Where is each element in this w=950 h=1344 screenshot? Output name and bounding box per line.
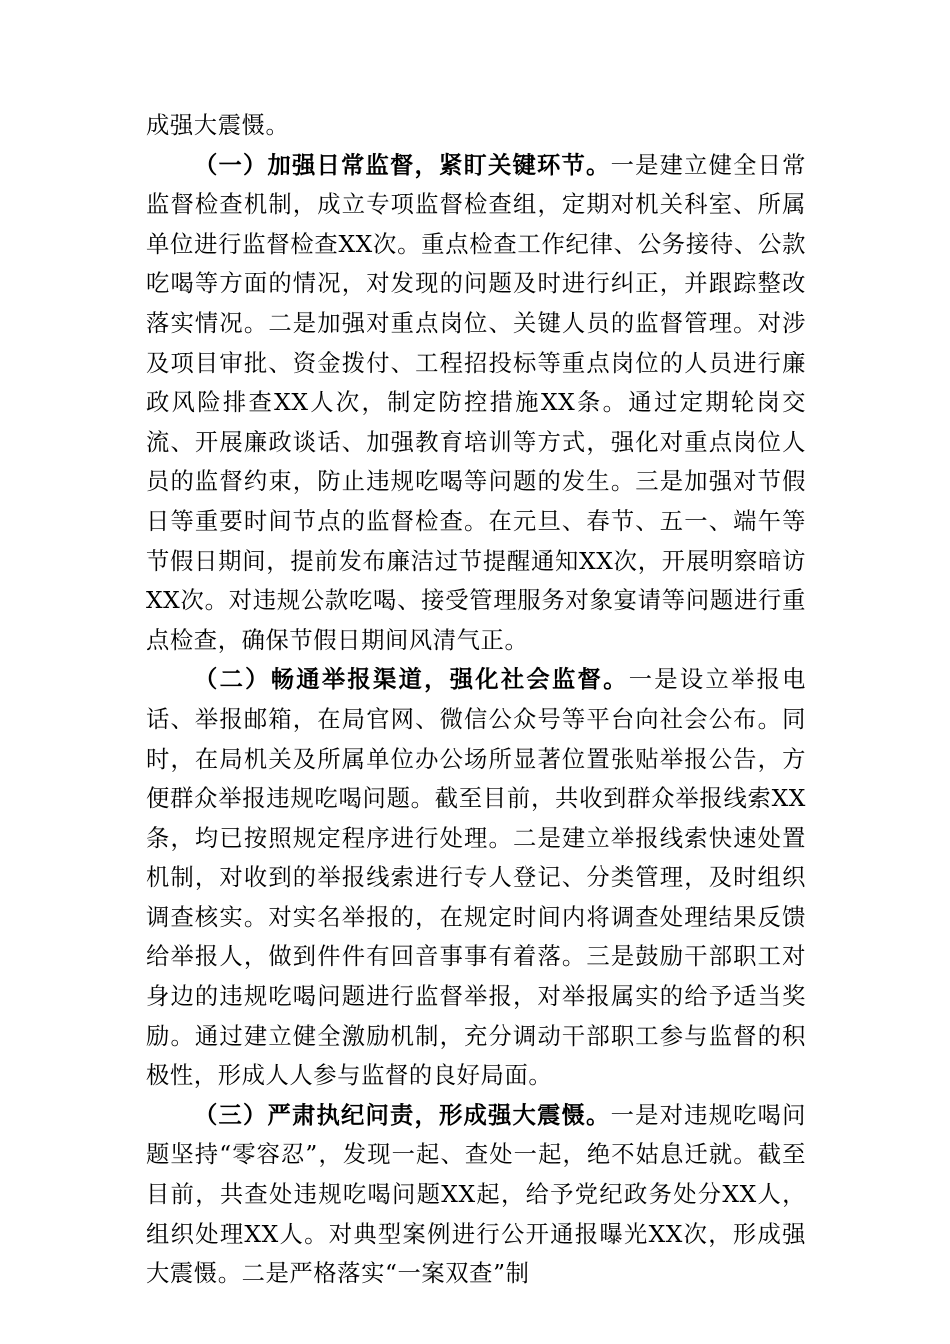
paragraph-body: 一是设立举报电话、举报邮箱，在局官网、微信公众号等平台向社会公布。同时，在局机关及所属单位办公场所显著位置张贴举报公告，方便群众举报违规吃喝问题。截至目前，共收到群众举报线索XX条，均已按照规定程序进行处理。二是建立举报线索快速处置机制，对收到的举报线索进行专人登记、分类管理，及时组织调查核实。对实名举报的，在规定时间内将调查处理结果反馈给举报人，做到件件有回音事事有着落。三是鼓励干部职工对身边的违规吃喝问题进行监督举报，对举报属实的给予适当奖励。通过建立健全激励机制，充分调动干部职工参与监督的积极性，形成人人参与监督的良好局面。 <box>146 666 807 1090</box>
document-page <box>146 106 806 1294</box>
section-heading: （二）畅通举报渠道，强化社会监督。 <box>194 666 629 694</box>
paragraph-section-2 <box>146 660 806 1096</box>
section-heading: （一）加强日常监督，紧盯关键环节。 <box>194 151 611 179</box>
paragraph-body: 成强大震慑。 <box>146 112 290 139</box>
section-heading: （三）严肃执纪问责，形成强大震慑。 <box>194 1101 611 1129</box>
paragraph-body: 一是建立健全日常监督检查机制，成立专项监督检查组，定期对机关科室、所属单位进行监督检查XX次。重点检查工作纪律、公务接待、公款吃喝等方面的情况，对发现的问题及时进行纠正，并跟踪整改落实情况。二是加强对重点岗位、关键人员的监督管理。对涉及项目审批、资金拨付、工程招投标等重点岗位的人员进行廉政风险排查XX人次，制定防控措施XX条。通过定期轮岗交流、开展廉政谈话、加强教育培训等方式，强化对重点岗位人员的监督约束，防止违规吃喝等问题的发生。三是加强对节假日等重要时间节点的监督检查。在元旦、春节、五一、端午等节假日期间，提前发布廉洁过节提醒通知XX次，开展明察暗访XX次。对违规公款吃喝、接受管理服务对象宴请等问题进行重点检查，确保节假日期间风清气正。 <box>146 151 806 654</box>
paragraph-body: 一是对违规吃喝问题坚持“零容忍”，发现一起、查处一起，绝不姑息迁就。截至目前，共查处违规吃喝问题XX起，给予党纪政务处分XX人，组织处理XX人。对典型案例进行公开通报曝光XX次，形成强大震慑。二是严格落实“一案双查”制 <box>146 1101 806 1288</box>
paragraph-continuation <box>146 106 806 146</box>
paragraph-section-1 <box>146 146 806 661</box>
paragraph-section-3 <box>146 1096 806 1294</box>
